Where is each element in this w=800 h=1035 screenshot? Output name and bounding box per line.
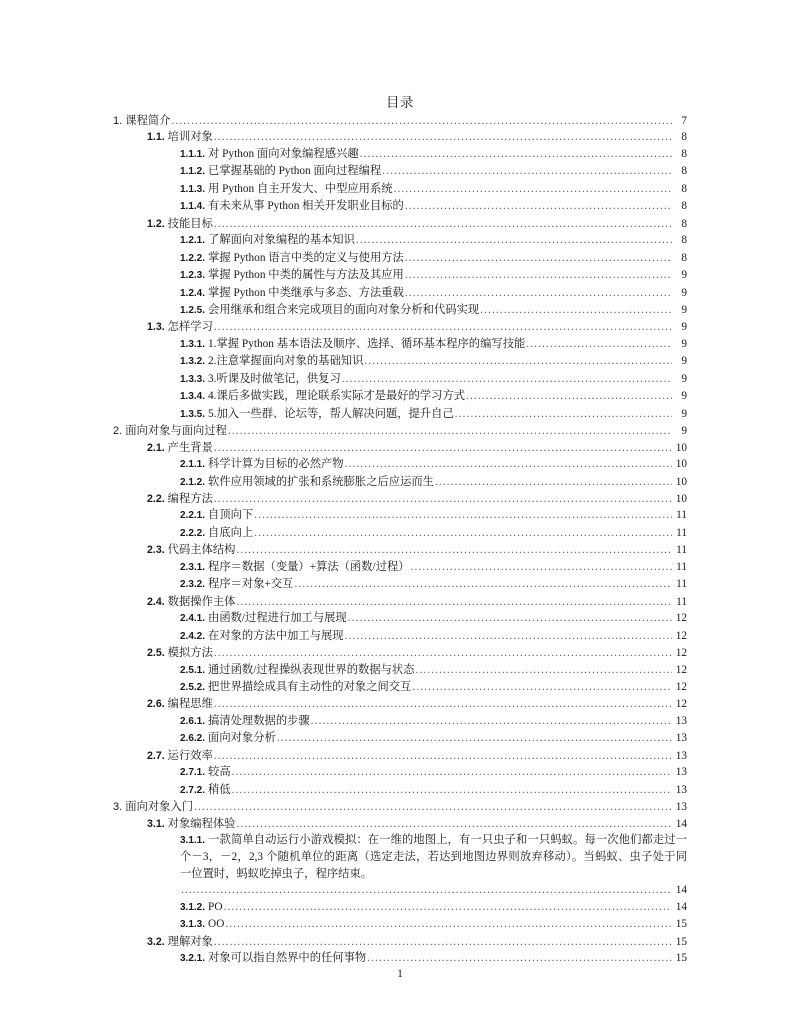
toc-entry-page: 13 <box>675 801 687 814</box>
toc-entry-number: 2.1.2. <box>180 476 206 488</box>
toc-entry[interactable] <box>113 799 687 815</box>
toc-entry[interactable] <box>113 645 687 661</box>
toc-leader-dots <box>214 129 672 140</box>
toc-entry-number: 1.1.2. <box>180 166 206 178</box>
toc-entry-label: 5.加入一些群、论坛等，帮人解决问题，提升自己 <box>208 407 454 420</box>
toc-entry[interactable] <box>113 782 687 799</box>
toc-entry-label: 模拟方法 <box>167 647 213 660</box>
toc-leader-dots <box>214 748 672 759</box>
toc-leader-dots <box>466 388 672 399</box>
toc-entry-label: 4.课后多做实践，理论联系实际才是最好的学习方式 <box>208 390 466 403</box>
toc-entry-label: 稍低 <box>208 783 231 796</box>
toc-entry-page: 9 <box>681 337 687 350</box>
toc-entry[interactable] <box>113 559 687 576</box>
toc-entry-number: 2.6. <box>147 698 165 711</box>
toc-entry[interactable] <box>113 232 687 249</box>
toc-entry-label: 数据操作主体 <box>167 595 236 608</box>
toc-entry-label: 对 Python 面向对象编程感兴趣 <box>208 147 359 160</box>
toc-leader-dots <box>236 594 672 605</box>
toc-entry-page: 10 <box>675 475 687 488</box>
toc-entry[interactable] <box>113 388 687 405</box>
toc-leader-dots <box>412 679 672 690</box>
toc-entry-number: 1.3.3. <box>180 373 206 385</box>
toc-entry-label: 理解对象 <box>167 935 213 948</box>
toc-entry-number: 2.4.1. <box>180 613 206 625</box>
toc-entry-page: 11 <box>676 578 687 591</box>
toc-leader-dots <box>356 232 672 243</box>
toc-entry[interactable] <box>113 934 687 950</box>
toc-entry-label: 产生背景 <box>167 441 213 454</box>
toc-entry[interactable] <box>113 899 687 916</box>
toc-entry-number: 2. <box>113 425 123 438</box>
toc-entry-number: 2.7.2. <box>180 784 206 796</box>
toc-entry-page: 12 <box>675 647 687 660</box>
toc-entry[interactable] <box>113 764 687 781</box>
toc-entry-label: 软件应用领域的扩张和系统膨胀之后应运而生 <box>208 475 434 488</box>
toc-entry-label: 会用继承和组合来完成项目的面向对象分析和代码实现 <box>208 303 480 316</box>
toc-entry-number: 3.1.1. <box>180 835 206 847</box>
toc-leader-dots <box>232 764 672 775</box>
toc-entry[interactable] <box>113 916 687 933</box>
toc-entry[interactable] <box>113 816 687 832</box>
toc-entry-label: 较高 <box>208 766 231 779</box>
toc-entry-page: 11 <box>676 560 687 573</box>
toc-leader-dots <box>254 507 672 518</box>
toc-entry[interactable] <box>113 267 687 284</box>
toc-entry[interactable] <box>113 440 687 456</box>
toc-leader-dots <box>228 423 672 434</box>
toc-entry-page: 13 <box>675 714 687 727</box>
toc-entry-number: 1.1.4. <box>180 201 206 213</box>
toc-entry[interactable] <box>113 371 687 388</box>
toc-entry[interactable] <box>113 525 687 542</box>
toc-entry-label: 用 Python 自主开发大、中型应用系统 <box>208 182 393 195</box>
toc-leader-dots <box>214 440 672 451</box>
toc-entry-page: 13 <box>675 766 687 779</box>
toc-entry-number: 1.2.5. <box>180 304 206 316</box>
toc-entry-page: 9 <box>681 425 687 438</box>
toc-entry-number: 3.2. <box>147 935 165 948</box>
toc-entry-label: 把世界描绘成具有主动性的对象之间交互 <box>208 680 412 693</box>
toc-entry[interactable] <box>113 542 687 558</box>
toc-leader-dots <box>214 934 672 945</box>
toc-entry-page: 7 <box>681 115 687 127</box>
toc-leader-dots <box>194 799 672 810</box>
toc-entry[interactable] <box>113 336 687 353</box>
toc-entry-label: 已掌握基础的 Python 面向过程编程 <box>208 165 382 178</box>
toc-leader-dots <box>214 319 672 330</box>
toc-leader-dots <box>405 198 672 209</box>
toc-entry[interactable] <box>113 950 687 967</box>
toc-entry-number: 1.3.2. <box>180 356 206 368</box>
toc-entry-number: 1.1.3. <box>180 183 206 195</box>
toc-entry-number: 2.2.2. <box>180 527 206 539</box>
toc-entry[interactable] <box>113 250 687 267</box>
toc-leader-dots <box>254 525 672 536</box>
toc-entry-page: 15 <box>675 935 687 948</box>
toc-entry-label: 由函数/过程进行加工与展现 <box>208 612 347 625</box>
toc-entry-number: 1.3.5. <box>180 408 206 420</box>
toc-entry[interactable] <box>113 163 687 180</box>
toc-entry[interactable] <box>113 319 687 335</box>
toc-entry-number: 1.2.4. <box>180 287 206 299</box>
toc-entry-page: 12 <box>675 629 687 642</box>
toc-entry-label: 编程方法 <box>167 492 213 505</box>
toc-leader-dots <box>405 250 672 261</box>
toc-entry-page: 8 <box>681 234 687 247</box>
toc-entry-page: 11 <box>676 526 687 539</box>
toc-entry-number: 2.1.1. <box>180 459 206 471</box>
toc-entry-number: 3.1.3. <box>180 919 206 931</box>
toc-entry-label: 掌握 Python 中类的属性与方法及其应用 <box>208 269 404 282</box>
toc-entry-label: OO <box>208 918 225 931</box>
toc-entry-number: 2.2. <box>147 492 165 505</box>
toc-entry-page: 9 <box>681 390 687 403</box>
toc-entry-page: 8 <box>681 131 687 144</box>
toc-entry-number: 2.7. <box>147 749 165 762</box>
toc-leader-dots <box>345 628 672 639</box>
toc-entry-label: 2.注意掌握面向对象的基础知识 <box>208 355 364 368</box>
page-title: 目录 <box>386 95 414 110</box>
toc-entry[interactable] <box>113 730 687 747</box>
toc-entry-label: 3.听课及时做笔记，供复习 <box>208 372 341 385</box>
toc-entry[interactable] <box>113 181 687 198</box>
toc-entry[interactable] <box>113 679 687 696</box>
toc-entry-label: 掌握 Python 中类继承与多态、方法重载 <box>208 286 404 299</box>
toc-entry[interactable] <box>113 198 687 215</box>
toc-leader-dots <box>236 816 672 827</box>
toc-entry-page: 8 <box>681 182 687 195</box>
toc-entry-page: 12 <box>675 698 687 711</box>
toc-entry-number: 1.2.1. <box>180 235 206 247</box>
toc-entry-label: 怎样学习 <box>167 321 213 334</box>
toc-entry-page: 14 <box>675 884 687 897</box>
toc-entry[interactable] <box>113 507 687 524</box>
toc-entry-page: 15 <box>675 918 687 931</box>
toc-leader-dots <box>311 713 672 724</box>
toc-entry-page: 11 <box>676 509 687 522</box>
toc-leader-dots <box>181 882 672 893</box>
toc-leader-dots <box>214 696 672 707</box>
toc-entry-number: 2.3. <box>147 544 165 557</box>
toc-leader-dots <box>225 916 672 927</box>
toc-entry-label: PO <box>208 900 223 913</box>
toc-entry-page: 8 <box>681 165 687 178</box>
toc-entry-page: 10 <box>675 441 687 454</box>
toc-entry-number: 3.1. <box>147 817 165 830</box>
toc-entry[interactable] <box>113 129 687 145</box>
toc-leader-dots <box>394 181 672 192</box>
toc-entry-page: 10 <box>675 458 687 471</box>
toc-entry-page: 8 <box>681 147 687 160</box>
toc-leader-dots <box>223 899 672 910</box>
toc-leader-dots <box>294 576 672 587</box>
toc-entry-page: 14 <box>675 900 687 913</box>
toc-entry-page: 9 <box>681 407 687 420</box>
toc-leader-dots <box>360 146 672 157</box>
toc-entry[interactable] <box>113 748 687 764</box>
toc-entry-page: 13 <box>675 732 687 745</box>
toc-leader-dots <box>214 645 672 656</box>
toc-entry-label: 技能目标 <box>167 217 213 230</box>
toc-entry-label: 掌握 Python 语言中类的定义与使用方法 <box>208 251 404 264</box>
toc-entry[interactable] <box>113 594 687 610</box>
toc-entry-label: 编程思维 <box>167 698 213 711</box>
toc-entry-number: 1.3.1. <box>180 338 206 350</box>
toc-entry-number: 2.6.2. <box>180 733 206 745</box>
toc-leader-dots <box>345 456 672 467</box>
toc-leader-dots <box>364 353 672 364</box>
toc-leader-dots <box>277 730 672 741</box>
toc-entry-label: 代码主体结构 <box>167 544 236 557</box>
toc-leader-dots <box>171 113 672 124</box>
toc-entry-number: 2.5.1. <box>180 664 206 676</box>
toc-leader-dots <box>214 491 672 502</box>
toc-entry-label: 面向对象与面向过程 <box>125 425 227 438</box>
toc-entry-label: 通过函数/过程操纵表现世界的数据与状态 <box>208 663 415 676</box>
toc-entry-label: 科学计算为目标的必然产物 <box>208 458 344 471</box>
toc-entry-label: 了解面向对象编程的基本知识 <box>208 234 355 247</box>
toc-entry-label: 对象编程体验 <box>167 817 236 830</box>
toc-entry-label: 运行效率 <box>167 749 213 762</box>
toc-entry-number: 2.5. <box>147 647 165 660</box>
toc-entry[interactable] <box>113 491 687 507</box>
toc-entry-page: 12 <box>675 680 687 693</box>
toc-leader-dots <box>367 950 672 961</box>
toc-entry-number: 1.2. <box>147 217 165 230</box>
toc-entry-label: 自顶向下 <box>208 509 254 522</box>
toc-entry-number: 2.3.2. <box>180 579 206 591</box>
toc-entry-number: 3. <box>113 801 123 814</box>
toc-entry-label: 程序＝数据（变量）+算法（函数/过程） <box>208 560 410 573</box>
toc-leader-dots <box>416 662 672 673</box>
toc-entry-number: 1.2.2. <box>180 252 206 264</box>
toc-leader-dots <box>405 285 672 296</box>
toc-leader-dots <box>214 216 672 227</box>
toc-entry-label: 对象可以指自然界中的任何事物 <box>208 952 367 965</box>
toc-entry-page: 12 <box>675 663 687 676</box>
toc-entry[interactable] <box>113 423 687 439</box>
toc-entry-number: 2.7.1. <box>180 767 206 779</box>
toc-entry-page: 13 <box>675 783 687 796</box>
toc-entry-page: 8 <box>681 251 687 264</box>
toc-entry-number: 2.1. <box>147 441 165 454</box>
toc-leader-dots <box>411 559 672 570</box>
toc-entry-number: 1.2.3. <box>180 270 206 282</box>
toc-entry-page: 11 <box>676 544 687 557</box>
toc-entry-number: 2.4.2. <box>180 630 206 642</box>
toc-entry-page: 8 <box>681 200 687 213</box>
toc-entry-page: 12 <box>675 612 687 625</box>
toc-entry[interactable] <box>113 146 687 163</box>
toc-leader-dots <box>348 610 672 621</box>
toc-entry-number: 2.6.1. <box>180 715 206 727</box>
toc-leader-dots <box>405 267 672 278</box>
toc-entry-page: 14 <box>675 817 687 830</box>
toc-entry-number: 2.2.1. <box>180 510 206 522</box>
toc-entry-label: 有未来从事 Python 相关开发职业目标的 <box>208 200 404 213</box>
toc-entry-label: 在对象的方法中加工与展现 <box>208 629 344 642</box>
toc-entry-page: 10 <box>675 492 687 505</box>
toc-entry[interactable] <box>113 216 687 232</box>
toc-entry[interactable] <box>113 713 687 730</box>
table-of-contents <box>113 113 687 968</box>
toc-entry[interactable] <box>113 456 687 473</box>
toc-entry[interactable] <box>113 662 687 679</box>
toc-leader-dots <box>435 474 672 485</box>
toc-entry[interactable] <box>113 628 687 645</box>
toc-entry-page: 11 <box>676 595 687 608</box>
toc-entry-label: 1.掌握 Python 基本语法及顺序、选择、循环基本程序的编写技能 <box>208 337 526 350</box>
toc-entry-number: 2.5.2. <box>180 681 206 693</box>
toc-entry-number: 3.2.1. <box>180 953 206 965</box>
toc-entry-page: 8 <box>681 217 687 230</box>
toc-leader-dots <box>232 782 672 793</box>
toc-leader-dots <box>480 302 672 313</box>
toc-entry[interactable] <box>113 302 687 319</box>
toc-leader-dots <box>382 163 672 174</box>
toc-entry-page: 9 <box>681 321 687 334</box>
toc-entry[interactable] <box>113 696 687 712</box>
toc-leader-dots <box>236 542 672 553</box>
toc-entry-number: 1.3. <box>147 321 165 334</box>
toc-entry[interactable] <box>113 353 687 370</box>
toc-entry[interactable] <box>113 576 687 593</box>
toc-entry-label: 面向对象入门 <box>125 801 194 814</box>
toc-leader-dots <box>342 371 672 382</box>
toc-entry[interactable] <box>113 832 687 899</box>
toc-entry-page: 9 <box>681 372 687 385</box>
toc-entry-label: 面向对象分析 <box>208 732 276 745</box>
toc-entry-label: 搞清处理数据的步骤 <box>208 714 310 727</box>
toc-entry-page: 9 <box>681 286 687 299</box>
toc-entry-number: 1.1. <box>147 131 165 144</box>
toc-leader-dots <box>455 406 672 417</box>
toc-entry[interactable] <box>113 610 687 627</box>
toc-entry-number: 2.3.1. <box>180 561 206 573</box>
toc-entry[interactable] <box>113 285 687 302</box>
toc-entry-page: 9 <box>681 303 687 316</box>
toc-entry-number: 2.4. <box>147 595 165 608</box>
toc-entry-number: 1.1.1. <box>180 148 206 160</box>
toc-entry-label: 培训对象 <box>167 131 213 144</box>
toc-entry[interactable] <box>113 406 687 423</box>
toc-entry-page: 9 <box>681 269 687 282</box>
toc-leader-dots <box>526 336 672 347</box>
toc-entry-label: 自底向上 <box>208 526 254 539</box>
toc-entry-page: 13 <box>675 749 687 762</box>
toc-entry-page: 9 <box>681 355 687 368</box>
toc-entry-label: 程序＝对象+交互 <box>208 578 294 591</box>
toc-entry-label: 课程简介 <box>125 115 171 127</box>
toc-entry-number: 1. <box>113 115 123 127</box>
toc-entry-page: 15 <box>675 952 687 965</box>
toc-entry-label: 一款简单自动运行小游戏模拟：在一维的地图上，有一只虫子和一只蚂蚁。每一次他们都走过一个－3，－2，2,3 个随机单位的距离（选定走法，若达到地图边界则放弃移动）。当蚂蚁、虫子处于同一位置时，蚂蚁吃掉虫子，程序结束。 <box>180 834 687 880</box>
toc-entry-number: 1.3.4. <box>180 391 206 403</box>
footer-page-number: 1 <box>397 968 403 980</box>
toc-entry-number: 3.1.2. <box>180 901 206 913</box>
toc-entry[interactable] <box>113 113 687 129</box>
toc-entry[interactable] <box>113 474 687 491</box>
